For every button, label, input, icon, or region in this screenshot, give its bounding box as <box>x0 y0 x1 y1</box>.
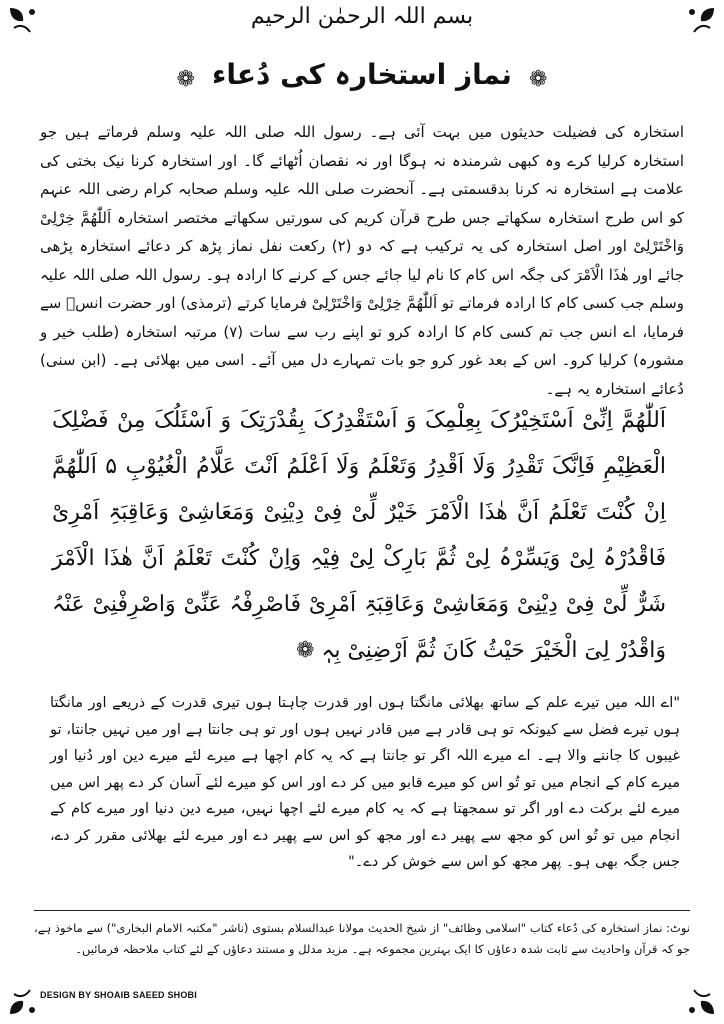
urdu-translation <box>50 690 680 876</box>
arabic-dua <box>52 398 666 674</box>
intro-text: استخارہ کی فضیلت حدیثوں میں بہت آئی ہے۔ رسول اللہ صلی اللہ علیہ وسلم فرماتے ہیں جو استخارہ کرلیا کرے وہ کبھی شرمندہ نہ ہوگا اور نہ نقصان اُٹھائے گا۔ اور استخارہ کرنا نیک بختی کی علامت ہے استخارہ نہ کرنا بدقسمتی ہے۔ آنحضرت صلی اللہ علیہ وسلم صحابہ کرام رضی اللہ عنہم کو اس طرح استخارہ سکھاتے جس طرح قرآن کریم کی سورتیں سکھاتے مختصر استخارہ اَللّٰھُمَّ خِرْلِیْ وَاخْتَرْلِیْ اور اصل استخارہ کی یہ ترکیب ہے کہ دو (۲) رکعت نفل نماز پڑھ کر دعائے استخارہ پڑھی جائے اور ھٰذَا الْاَمْرَ کی جگہ اس کام کا نام لیا جائے جس کے کرنے کا ارادہ ہو۔ رسول اللہ صلی اللہ علیہ وسلم جب کسی کام کا ارادہ فرماتے تو اَللّٰھُمَّ خِرْلِیْ وَاخْتَرْلِیْ فرمایا کرتے (ترمذی) اور حضرت انسؓ سے فرمایا، اے انس جب تم کسی کام کا ارادہ کرو تو اپنے رب سے سات (۷) مرتبہ استخارہ (طلب خیر و مشورہ) کرلیا کرو۔ اس کے بعد غور کرو جو بات تمہارے دل میں آئے۔ اسی میں بھلائی ہے۔ (ابن سنی) دُعائے استخارہ یہ ہے۔ <box>40 123 684 398</box>
translation-text: "اے اللہ میں تیرے علم کے ساتھ بھلائی مانگتا ہوں اور قدرت چاہتا ہوں تیری قدرت کے ذریعے اور مانگتا ہوں تیرے فضل سے کیونکہ تو ہی قادر ہے میں قادر نہیں ہوں اور تو ہی جانتا ہے اور میں نہیں جانتا، تو غیبوں کا جاننے والا ہے۔ اے میرے اللہ اگر تو جانتا ہے کہ یہ کام اچھا ہے میرے لئے میرے دین اور دُنیا اور میرے کام کے انجام میں تو تُو اس کو میرے قابو میں کر دے اور اس کو میرے لئے آسان کر دے پھر اس میں میرے لئے برکت دے اور اگر تو سمجھتا ہے کہ یہ کام میرے لئے اچھا نہیں، میرے دین دنیا اور میرے کام کے انجام میں تو تُو اس کو مجھ سے پھیر دے اور مجھ کو اس سے پھیر دے اور میرے لئے بھلائی مقرر کر دے، جس جگہ بھی ہو۔ پھر مجھ کو اس سے خوش کر دے۔" <box>50 695 680 870</box>
page-title: نماز استخارہ کی دُعاء <box>212 58 512 91</box>
bismillah-calligraphy: بسم اللہ الرحمٰن الرحیم <box>250 4 474 29</box>
floral-flourish-icon: ❁ <box>176 67 195 92</box>
floral-corner-icon <box>6 984 40 1018</box>
dua-text: اَللّٰھُمَّ اِنِّیْ اَسْتَخِیْرُکَ بِعِلْمِکَ وَ اَسْتَقْدِرُکَ بِقُدْرَتِکَ وَ اَسْئَلُکَ مِنْ فَضْلِکَ الْعَظِیْمِ فَاِنَّکَ تَقْدِرُ وَلَا اَقْدِرُ وَتَعْلَمُ وَلَا اَعْلَمُ اَنْتَ عَلَّامُ الْغُیُوْبِ ۵ اَللّٰھُمَّ اِنْ کُنْتَ تَعْلَمُ اَنَّ ھٰذَا الْاَمْرَ خَیْرٌ لِّیْ فِیْ دِیْنِیْ وَمَعَاشِیْ وَعَاقِبَۃِ اَمْرِیْ فَاقْدُرْہُ لِیْ وَیَسِّرْہُ لِیْ ثُمَّ بَارِکْ لِیْ فِیْہِ وَاِنْ کُنْتَ تَعْلَمُ اَنَّ ھٰذَا الْاَمْرَ شَرٌّ لِّیْ فِیْ دِیْنِیْ وَمَعَاشِیْ وَعَاقِبَۃِ اَمْرِیْ فَاصْرِفْہُ عَنِّیْ وَاصْرِفْنِیْ عَنْہُ وَاقْدُرْ لِیَ الْخَیْرَ حَیْثُ کَانَ ثُمَّ اَرْضِنِیْ بِہٖ ❁ <box>52 408 667 663</box>
footnote <box>34 918 690 960</box>
intro-paragraph <box>40 118 684 403</box>
divider <box>34 910 690 911</box>
designer-credit: DESIGN BY SHOAIB SAEED SHOBI <box>40 990 197 1000</box>
floral-flourish-icon: ❁ <box>529 67 548 92</box>
floral-corner-icon <box>684 984 718 1018</box>
title-banner <box>0 58 724 92</box>
footnote-text: نوٹ: نماز استخارہ کی دُعاء کتاب "اسلامی وظائف" از شیخ الحدیث مولانا عبدالسلام بستوی (ناشر "مکتبہ الامام البخاری") سے ماخوذ ہے، جو کہ قرآن واحادیث سے ثابت شدہ دعاؤں کا ایک بہترین مجموعہ ہے۔ مزید مدلل و مستند دعاؤں کے لئے کتاب ملاحظہ فرمائیں۔ <box>34 921 690 956</box>
